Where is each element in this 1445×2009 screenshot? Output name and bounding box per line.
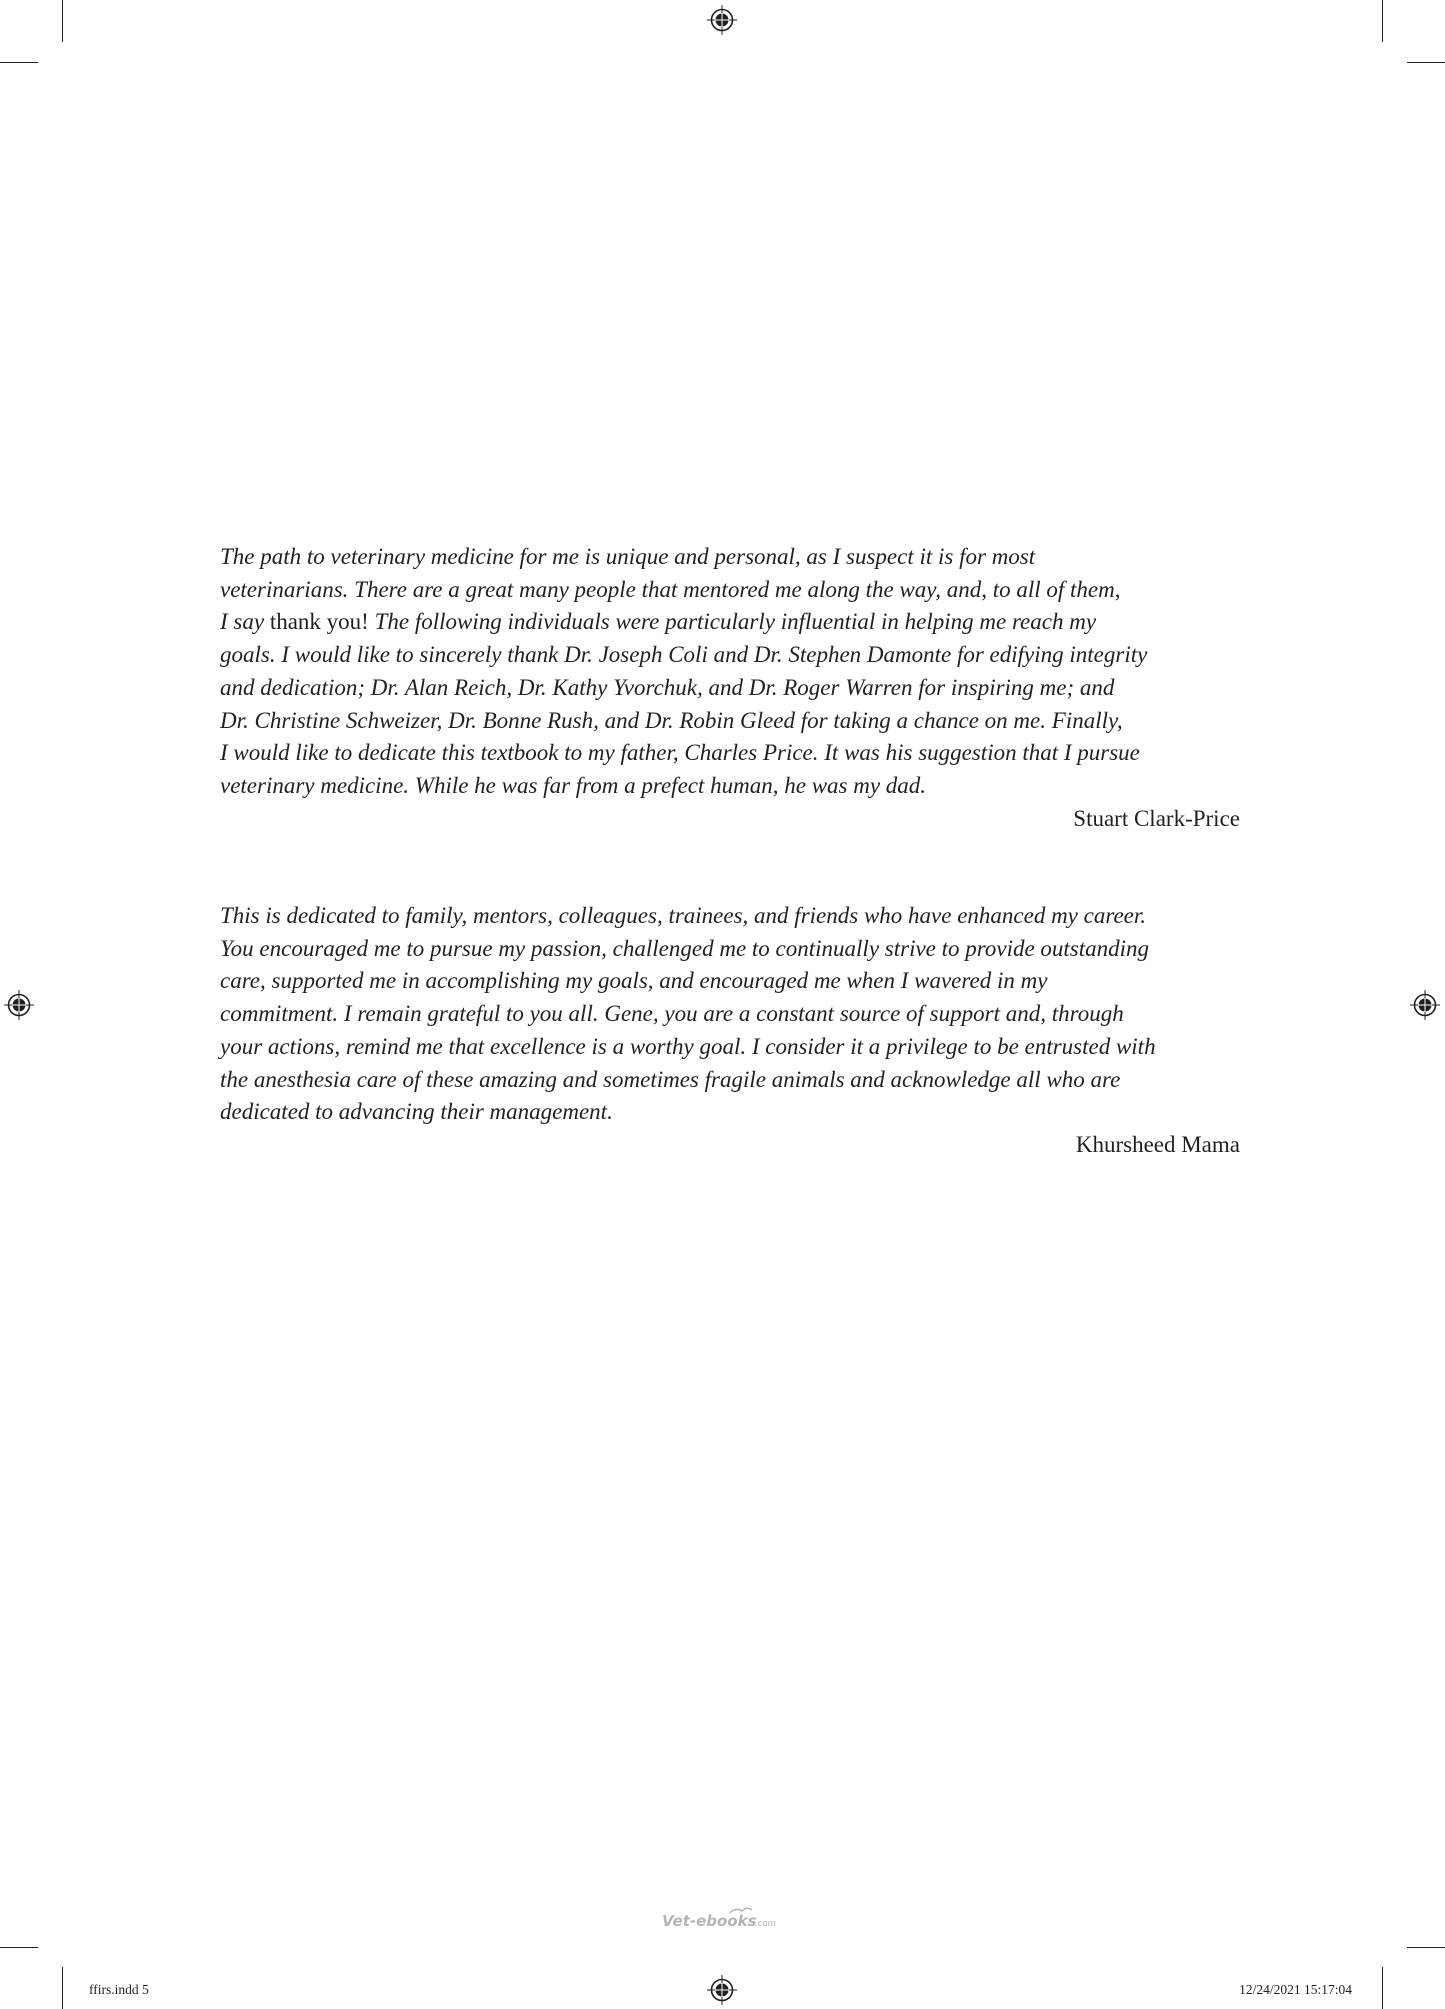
watermark-logo	[660, 1905, 790, 1935]
crop-mark-icon	[1407, 62, 1445, 63]
registration-mark-icon	[4, 990, 34, 1020]
dedication-block-2	[220, 900, 1240, 1162]
crop-mark-icon	[0, 1947, 38, 1948]
crop-mark-icon	[62, 0, 63, 42]
registration-mark-icon	[1410, 990, 1440, 1020]
dedication-block-1	[220, 541, 1240, 835]
dedication-text: This is dedicated to family, mentors, colleagues, trainees, and friends who have enhanced my career. You encouraged me to pursue my passion, challenged me to continually strive to provide outstanding care, supported me in accomplishing my goals, and encouraged me when I wavered in my commitment. I remain grateful to you all. Gene, you are a constant source of support and, through your actions, remind me that excellence is a worthy goal. I consider it a privilege to be entrusted with the anesthesia care of these amazing and sometimes fragile animals and acknowledge all who are dedicated to advancing their management.	[220, 903, 1156, 1125]
crop-mark-icon	[1382, 0, 1383, 42]
crop-mark-icon	[0, 62, 38, 63]
dedication-text: The path to veterinary medicine for me is unique and personal, as I suspect it is for most veterinarians. There are a great many people that mentored me along the way, and, to all of them, I say thank you! The following individuals were particularly influential in helping me reach my goals. I would like to sincerely thank Dr. Joseph Coli and Dr. Stephen Damonte for edifying integrity and dedication; Dr. Alan Reich, Dr. Kathy Yvorchuk, and Dr. Roger Warren for inspiring me; and Dr. Christine Schweizer, Dr. Bonne Rush, and Dr. Robin Gleed for taking a chance on me. Finally, I would like to dedicate this textbook to my father, Charles Price. It was his suggestion that I pursue veterinary medicine. While he was far from a prefect human, he was my dad.	[220, 544, 1148, 798]
dedication-upright-phrase: thank you!	[269, 609, 369, 635]
dedication-signature: Stuart Clark-Price	[1073, 805, 1240, 831]
crop-mark-icon	[1382, 1967, 1383, 2009]
crop-mark-icon	[1407, 1947, 1445, 1948]
registration-mark-icon	[707, 5, 737, 35]
slug-file-name: ffirs.indd 5	[89, 1982, 149, 1997]
slug-timestamp: 12/24/2021 15:17:04	[1239, 1982, 1352, 1997]
registration-mark-icon	[707, 1975, 737, 2005]
crop-mark-icon	[62, 1967, 63, 2009]
svg-text:.com: .com	[755, 1919, 776, 1929]
dedication-signature: Khursheed Mama	[1075, 1131, 1240, 1157]
svg-text:Vet-ebooks: Vet-ebooks	[662, 1912, 757, 1930]
